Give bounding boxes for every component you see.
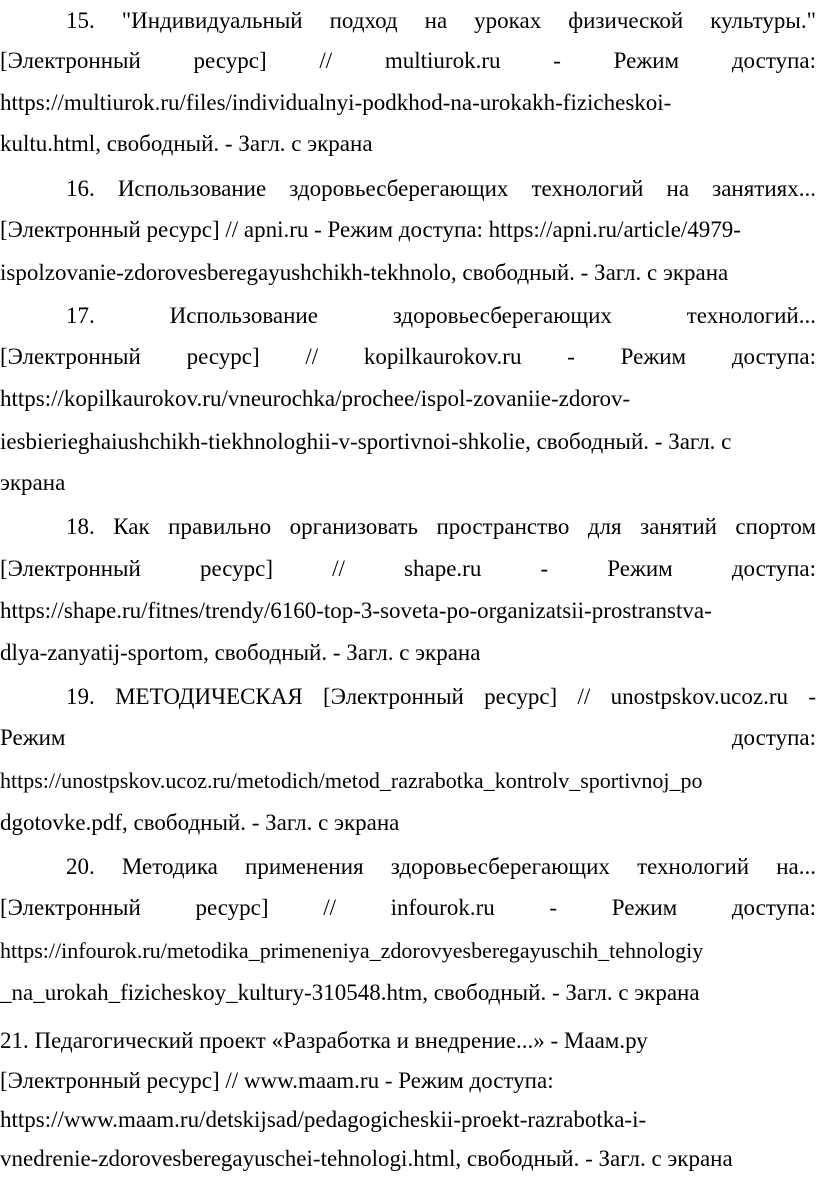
reference-line: ispolzovanie-zdorovesberegayushchikh-tekhnolo, свободный. - Загл. с экрана <box>0 260 729 285</box>
reference-line: [Электронный ресурс] // multiurok.ru - Режим доступа: <box>0 48 816 73</box>
reference-line: 16. Использование здоровьесберегающих технологий на занятиях... <box>66 176 816 201</box>
reference-line: https://www.maam.ru/detskijsad/pedagogicheskii-proekt-razrabotka-i- <box>0 1107 647 1132</box>
reference-line: 19. МЕТОДИЧЕСКАЯ [Электронный ресурс] // unostpskov.ucoz.ru - <box>66 684 816 709</box>
reference-line: kultu.html, свободный. - Загл. с экрана <box>0 131 373 156</box>
reference-line: экрана <box>0 470 66 495</box>
reference-line: iesbierieghaiushchikh-tiekhnologhii-v-sportivnoi-shkolie, свободный. - Загл. с <box>0 429 732 454</box>
reference-line: dgotovke.pdf, свободный. - Загл. с экрана <box>0 810 400 835</box>
reference-line: https://kopilkaurokov.ru/vneurochka/prochee/ispol-zovaniie-zdorov- <box>0 386 631 411</box>
reference-line: [Электронный ресурс] // shape.ru - Режим доступа: <box>0 556 816 581</box>
reference-line: Режим доступа: <box>0 725 816 750</box>
reference-line: https://shape.ru/fitnes/trendy/6160-top-3-soveta-po-organizatsii-prostranstva- <box>0 598 712 623</box>
reference-line: [Электронный ресурс] // www.maam.ru - Режим доступа: <box>0 1068 554 1093</box>
reference-line: _na_urokah_fizicheskoy_kultury-310548.htm, свободный. - Загл. с экрана <box>0 980 700 1005</box>
reference-line: [Электронный ресурс] // kopilkaurokov.ru - Режим доступа: <box>0 344 816 369</box>
reference-line: vnedrenie-zdorovesberegayuschei-tehnologi.html, свободный. - Загл. с экрана <box>0 1146 733 1171</box>
reference-line: dlya-zanyatij-sportom, свободный. - Загл. с экрана <box>0 640 481 665</box>
reference-line: [Электронный ресурс] // infourok.ru - Режим доступа: <box>0 895 816 920</box>
reference-line: 17. Использование здоровьесберегающих технологий... <box>66 303 816 328</box>
reference-line: 20. Методика применения здоровьесберегающих технологий на... <box>66 854 816 879</box>
reference-line: [Электронный ресурс] // apni.ru - Режим доступа: https://apni.ru/article/4979- <box>0 217 741 242</box>
reference-line: https://unostpskov.ucoz.ru/metodich/metod_razrabotka_kontrolv_sportivnoj_po <box>0 768 703 793</box>
reference-line: 15. "Индивидуальный подход на уроках физической культуры." <box>66 8 816 33</box>
reference-line: 18. Как правильно организовать пространство для занятий спортом <box>66 514 816 539</box>
reference-line: https://multiurok.ru/files/individualnyi-podkhod-na-urokakh-fizicheskoi- <box>0 90 672 115</box>
reference-line: https://infourok.ru/metodika_primeneniya_zdorovyesberegayuschih_tehnologiy <box>0 938 704 963</box>
reference-line: 21. Педагогический проект «Разработка и внедрение...» - Маам.ру <box>0 1028 648 1053</box>
